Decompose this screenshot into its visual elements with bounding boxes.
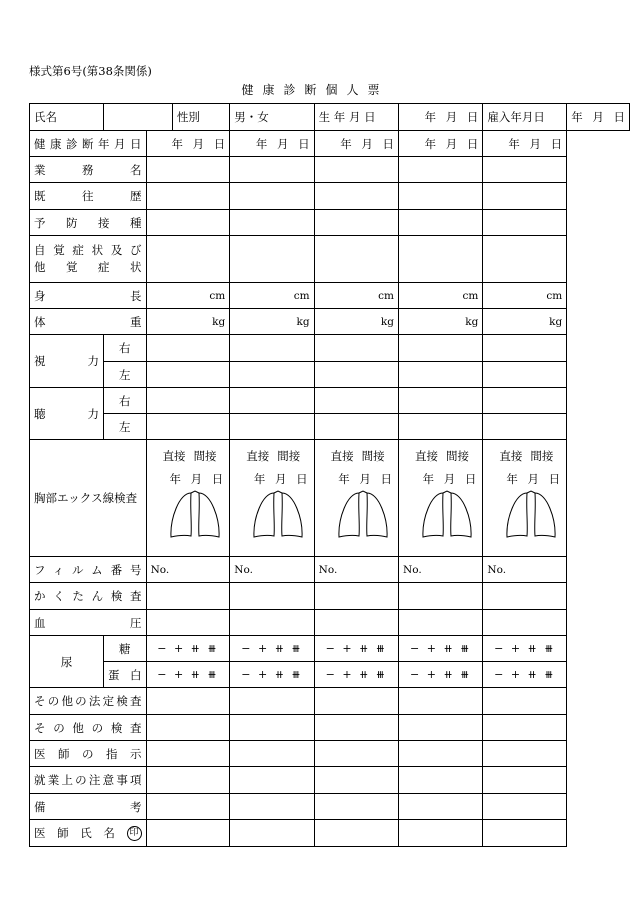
- xray-date-2[interactable]: 年 月 日: [253, 472, 308, 486]
- name-label: 氏名: [30, 104, 104, 131]
- vision-left-cell-4[interactable]: [399, 362, 483, 388]
- birth-date-field[interactable]: 年 月 日: [399, 104, 483, 131]
- vaccination-label: 予防接種: [30, 210, 147, 236]
- vision-left-label: 左: [104, 362, 147, 388]
- doctor-instruction-label: 医師の指示: [30, 741, 147, 767]
- other-legal-cell-5[interactable]: [483, 688, 567, 715]
- hearing-right-cell-4[interactable]: [399, 388, 483, 414]
- lungs-diagram-icon: [419, 489, 475, 541]
- vaccination-cell-5[interactable]: [483, 210, 567, 236]
- urine-sugar-scale-5[interactable]: − + ⧺ ⧻: [483, 636, 567, 662]
- xray-cell-4[interactable]: [399, 440, 483, 557]
- vaccination-cell-4[interactable]: [399, 210, 483, 236]
- vision-right-label: 右: [104, 335, 147, 362]
- other-legal-cell-3[interactable]: [314, 688, 398, 715]
- other-tests-cell-5[interactable]: [483, 715, 567, 741]
- urine-sugar-scale-4[interactable]: − + ⧺ ⧻: [399, 636, 483, 662]
- urine-protein-scale-4[interactable]: − + ⧺ ⧻: [399, 662, 483, 688]
- exam-date-1[interactable]: 年 月 日: [146, 131, 230, 157]
- blood-pressure-cell-1[interactable]: [146, 610, 230, 636]
- xray-date-4[interactable]: 年 月 日: [422, 472, 477, 486]
- work-notes-cell-2[interactable]: [230, 767, 314, 794]
- symptoms-cell-1[interactable]: [146, 236, 230, 283]
- xray-indirect-option[interactable]: 間接: [361, 449, 385, 463]
- vision-left-cell-3[interactable]: [314, 362, 398, 388]
- xray-method-3[interactable]: [331, 448, 385, 464]
- sputum-cell-2[interactable]: [230, 583, 314, 610]
- hearing-left-cell-5[interactable]: [483, 414, 567, 440]
- vision-right-cell-4[interactable]: [399, 335, 483, 362]
- hearing-right-cell-1[interactable]: [146, 388, 230, 414]
- weight-cell-4[interactable]: kg: [399, 309, 483, 335]
- symptoms-cell-2[interactable]: [230, 236, 314, 283]
- urine-protein-scale-5[interactable]: − + ⧺ ⧻: [483, 662, 567, 688]
- chest-xray-label: 胸部エックス線検査: [30, 440, 147, 557]
- hire-date-field[interactable]: 年 月 日: [567, 104, 630, 131]
- exam-date-label: 健康診断年月日: [30, 131, 147, 157]
- history-cell-1[interactable]: [146, 183, 230, 210]
- doctor-name-cell-4[interactable]: [399, 820, 483, 847]
- hearing-left-cell-1[interactable]: [146, 414, 230, 440]
- height-cell-5[interactable]: cm: [483, 283, 567, 309]
- xray-cell-5[interactable]: [483, 440, 567, 557]
- doctor-instruction-cell-5[interactable]: [483, 741, 567, 767]
- work-notes-cell-4[interactable]: [399, 767, 483, 794]
- vision-right-cell-1[interactable]: [146, 335, 230, 362]
- film-number-1[interactable]: No.: [146, 557, 230, 583]
- urine-label: 尿: [30, 636, 104, 688]
- other-tests-cell-3[interactable]: [314, 715, 398, 741]
- remarks-cell-4[interactable]: [399, 794, 483, 820]
- blood-pressure-label: 血圧: [30, 610, 147, 636]
- blood-pressure-cell-4[interactable]: [399, 610, 483, 636]
- weight-cell-3[interactable]: kg: [314, 309, 398, 335]
- xray-method-5[interactable]: [499, 448, 553, 464]
- xray-method-2[interactable]: [246, 448, 300, 464]
- sputum-cell-1[interactable]: [146, 583, 230, 610]
- lungs-diagram-icon: [250, 489, 306, 541]
- gender-options[interactable]: 男・女: [230, 104, 314, 131]
- other-tests-cell-1[interactable]: [146, 715, 230, 741]
- blood-pressure-cell-5[interactable]: [483, 610, 567, 636]
- seal-icon: 印: [127, 826, 142, 841]
- symptoms-cell-5[interactable]: [483, 236, 567, 283]
- occupation-cell-4[interactable]: [399, 157, 483, 183]
- hearing-left-label: 左: [104, 414, 147, 440]
- occupation-label: 業務名: [30, 157, 147, 183]
- height-cell-1[interactable]: cm: [146, 283, 230, 309]
- vaccination-cell-3[interactable]: [314, 210, 398, 236]
- birth-date-label: 生 年 月 日: [314, 104, 398, 131]
- height-label: 身長: [30, 283, 147, 309]
- doctor-name-text: 医師氏名: [34, 825, 127, 840]
- other-legal-cell-1[interactable]: [146, 688, 230, 715]
- work-notes-cell-1[interactable]: [146, 767, 230, 794]
- urine-sugar-scale-3[interactable]: − + ⧺ ⧻: [314, 636, 398, 662]
- name-field[interactable]: [104, 104, 173, 131]
- symptoms-label-line1: 自覚症状及び: [34, 243, 142, 257]
- film-number-4[interactable]: No.: [399, 557, 483, 583]
- sputum-cell-4[interactable]: [399, 583, 483, 610]
- health-record-table: [29, 103, 630, 847]
- weight-cell-5[interactable]: kg: [483, 309, 567, 335]
- urine-protein-scale-3[interactable]: − + ⧺ ⧻: [314, 662, 398, 688]
- xray-cell-3[interactable]: [314, 440, 398, 557]
- sputum-test-label: かくたん検査: [30, 583, 147, 610]
- hearing-right-cell-3[interactable]: [314, 388, 398, 414]
- vision-right-cell-2[interactable]: [230, 335, 314, 362]
- xray-indirect-option[interactable]: 間接: [530, 449, 554, 463]
- height-cell-3[interactable]: cm: [314, 283, 398, 309]
- xray-direct-option[interactable]: 直接: [330, 449, 354, 463]
- xray-date-3[interactable]: 年 月 日: [338, 472, 393, 486]
- height-cell-2[interactable]: cm: [230, 283, 314, 309]
- vaccination-cell-2[interactable]: [230, 210, 314, 236]
- work-notes-cell-3[interactable]: [314, 767, 398, 794]
- other-legal-cell-2[interactable]: [230, 688, 314, 715]
- exam-date-5[interactable]: 年 月 日: [483, 131, 567, 157]
- film-number-label: フィルム番号: [30, 557, 147, 583]
- history-cell-4[interactable]: [399, 183, 483, 210]
- weight-label: 体重: [30, 309, 147, 335]
- remarks-cell-1[interactable]: [146, 794, 230, 820]
- xray-indirect-option[interactable]: 間接: [446, 449, 470, 463]
- urine-sugar-label: 糖: [104, 636, 147, 662]
- vision-left-cell-2[interactable]: [230, 362, 314, 388]
- exam-date-4[interactable]: 年 月 日: [399, 131, 483, 157]
- urine-protein-label: 蛋白: [104, 662, 147, 688]
- history-cell-5[interactable]: [483, 183, 567, 210]
- remarks-cell-5[interactable]: [483, 794, 567, 820]
- hire-date-label: 雇入年月日: [483, 104, 567, 131]
- gender-label: 性別: [172, 104, 229, 131]
- doctor-name-cell-5[interactable]: [483, 820, 567, 847]
- medical-history-label: 既往歴: [30, 183, 147, 210]
- doctor-instruction-cell-3[interactable]: [314, 741, 398, 767]
- doctor-name-cell-3[interactable]: [314, 820, 398, 847]
- symptoms-cell-4[interactable]: [399, 236, 483, 283]
- work-notes-cell-5[interactable]: [483, 767, 567, 794]
- film-number-2[interactable]: No.: [230, 557, 314, 583]
- hearing-right-cell-5[interactable]: [483, 388, 567, 414]
- remarks-cell-3[interactable]: [314, 794, 398, 820]
- blood-pressure-cell-3[interactable]: [314, 610, 398, 636]
- vaccination-cell-1[interactable]: [146, 210, 230, 236]
- other-tests-cell-4[interactable]: [399, 715, 483, 741]
- hearing-left-cell-3[interactable]: [314, 414, 398, 440]
- history-cell-3[interactable]: [314, 183, 398, 210]
- sputum-cell-5[interactable]: [483, 583, 567, 610]
- urine-protein-scale-1[interactable]: − + ⧺ ⧻: [146, 662, 230, 688]
- xray-direct-option[interactable]: 直接: [162, 449, 186, 463]
- xray-indirect-option[interactable]: 間接: [193, 449, 217, 463]
- hearing-label: 聴力: [30, 388, 104, 440]
- hearing-right-cell-2[interactable]: [230, 388, 314, 414]
- vision-label: 視力: [30, 335, 104, 388]
- symptoms-cell-3[interactable]: [314, 236, 398, 283]
- occupation-cell-2[interactable]: [230, 157, 314, 183]
- doctor-instruction-cell-1[interactable]: [146, 741, 230, 767]
- doctor-instruction-cell-4[interactable]: [399, 741, 483, 767]
- xray-cell-1[interactable]: [146, 440, 230, 557]
- urine-sugar-scale-1[interactable]: − + ⧺ ⧻: [146, 636, 230, 662]
- weight-cell-2[interactable]: kg: [230, 309, 314, 335]
- hearing-right-label: 右: [104, 388, 147, 414]
- xray-cell-2[interactable]: [230, 440, 314, 557]
- exam-date-2[interactable]: 年 月 日: [230, 131, 314, 157]
- document-title: 健康診断個人票: [241, 83, 389, 97]
- blood-pressure-cell-2[interactable]: [230, 610, 314, 636]
- urine-protein-scale-2[interactable]: − + ⧺ ⧻: [230, 662, 314, 688]
- doctor-name-cell-2[interactable]: [230, 820, 314, 847]
- other-legal-cell-4[interactable]: [399, 688, 483, 715]
- xray-direct-option[interactable]: 直接: [499, 449, 523, 463]
- xray-indirect-option[interactable]: 間接: [277, 449, 301, 463]
- lungs-diagram-icon: [335, 489, 391, 541]
- xray-date-1[interactable]: 年 月 日: [169, 472, 224, 486]
- form-code: 様式第6号(第38条関係): [29, 64, 152, 78]
- other-tests-label: その他の検査: [30, 715, 147, 741]
- lungs-diagram-icon: [167, 489, 223, 541]
- symptoms-label: [30, 236, 147, 283]
- hearing-left-cell-4[interactable]: [399, 414, 483, 440]
- lungs-diagram-icon: [503, 489, 559, 541]
- occupation-cell-3[interactable]: [314, 157, 398, 183]
- xray-direct-option[interactable]: 直接: [246, 449, 270, 463]
- weight-cell-1[interactable]: kg: [146, 309, 230, 335]
- vision-left-cell-1[interactable]: [146, 362, 230, 388]
- doctor-name-label: [30, 820, 147, 847]
- other-tests-cell-2[interactable]: [230, 715, 314, 741]
- history-cell-2[interactable]: [230, 183, 314, 210]
- sputum-cell-3[interactable]: [314, 583, 398, 610]
- exam-date-3[interactable]: 年 月 日: [314, 131, 398, 157]
- doctor-instruction-cell-2[interactable]: [230, 741, 314, 767]
- film-number-5[interactable]: No.: [483, 557, 567, 583]
- hearing-left-cell-2[interactable]: [230, 414, 314, 440]
- occupation-cell-5[interactable]: [483, 157, 567, 183]
- remarks-cell-2[interactable]: [230, 794, 314, 820]
- height-cell-4[interactable]: cm: [399, 283, 483, 309]
- xray-method-4[interactable]: [415, 448, 469, 464]
- vision-right-cell-3[interactable]: [314, 335, 398, 362]
- vision-left-cell-5[interactable]: [483, 362, 567, 388]
- remarks-label: 備考: [30, 794, 147, 820]
- film-number-3[interactable]: No.: [314, 557, 398, 583]
- xray-direct-option[interactable]: 直接: [415, 449, 439, 463]
- xray-method-1[interactable]: [163, 448, 217, 464]
- other-legal-tests-label: その他の法定検査: [30, 688, 147, 715]
- vision-right-cell-5[interactable]: [483, 335, 567, 362]
- occupation-cell-1[interactable]: [146, 157, 230, 183]
- urine-sugar-scale-2[interactable]: − + ⧺ ⧻: [230, 636, 314, 662]
- doctor-name-cell-1[interactable]: [146, 820, 230, 847]
- work-notes-label: 就業上の注意事項: [30, 767, 147, 794]
- xray-date-5[interactable]: 年 月 日: [506, 472, 561, 486]
- symptoms-label-line2: 他覚症状: [34, 260, 142, 274]
